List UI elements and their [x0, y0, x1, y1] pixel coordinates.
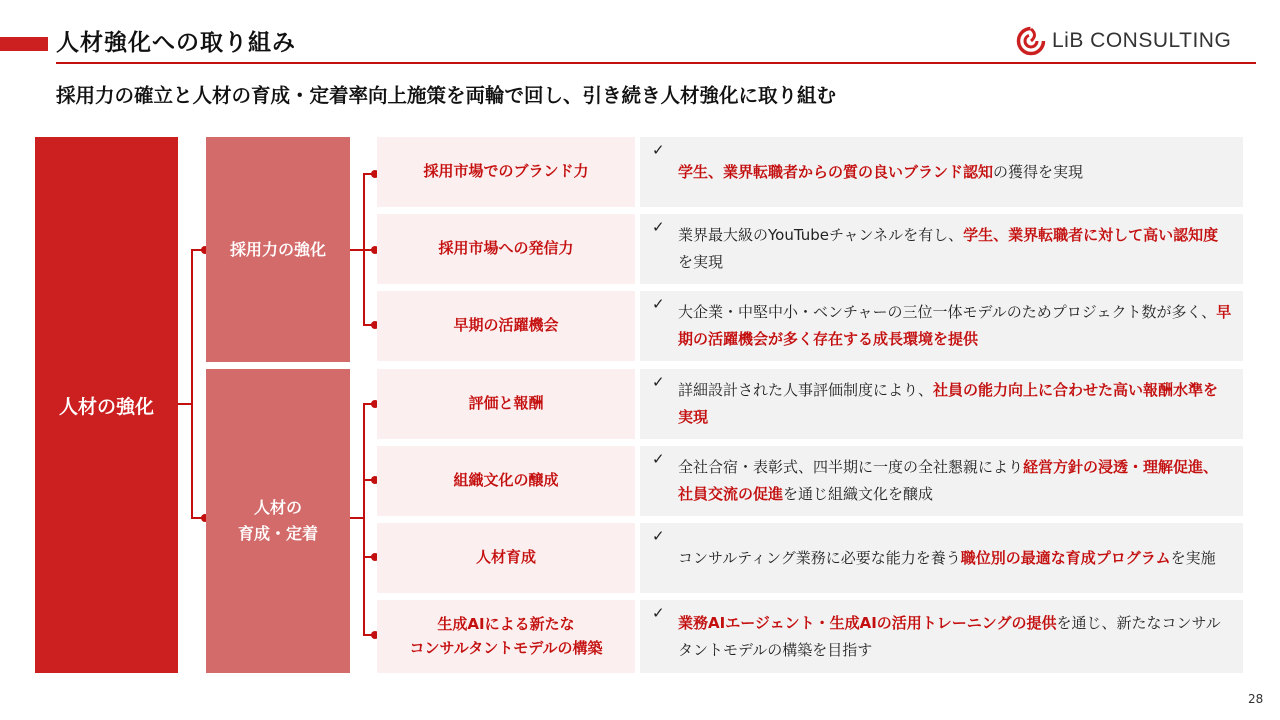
item-label-outreach: 採用市場への発信力 [377, 214, 635, 284]
desc-text: 詳細設計された人事評価制度により、 [678, 381, 934, 399]
category-box-development [206, 369, 350, 673]
desc-text: 全社合宿・表彰式、四半期に一度の全社懇親により [678, 458, 1024, 476]
category-label-line2: 育成・定着 [237, 524, 318, 543]
check-icon: ✓ [652, 141, 665, 159]
item-desc-brand [640, 137, 1243, 207]
category-label: 採用力の強化 [229, 239, 326, 259]
desc-text: を実施 [1170, 548, 1216, 567]
item-label-line2: コンサルタントモデルの構築 [409, 638, 603, 657]
item-label-training: 人材育成 [377, 523, 635, 593]
item-desc-early-opportunity [640, 291, 1243, 361]
category-box-recruitment [206, 137, 350, 362]
check-icon: ✓ [652, 295, 665, 313]
main-category-box: 人材の強化 [35, 137, 178, 673]
item-desc-evaluation [640, 369, 1243, 439]
desc-text: 業界最大級のYouTubeチャンネルを有し、 [678, 226, 964, 244]
desc-text: を通じ、新たなコンサルタントモデルの構築を目指す [678, 613, 1221, 659]
highlight-text: 早期の活躍機会が多く存在する成長環境を提供 [678, 303, 1232, 348]
connector-line [350, 517, 364, 519]
item-label-evaluation: 評価と報酬 [377, 369, 635, 439]
connector-line [191, 249, 193, 519]
connector-line [363, 403, 365, 636]
item-label-early-opportunity: 早期の活躍機会 [377, 291, 635, 361]
category-label-line1: 人材の [253, 498, 302, 518]
logo-text: LiB CONSULTING [1052, 29, 1232, 52]
check-icon: ✓ [652, 604, 665, 622]
check-icon: ✓ [652, 527, 665, 545]
check-icon: ✓ [652, 450, 665, 468]
desc-text: コンサルティング業務に必要な能力を養う [678, 548, 961, 567]
connector-line [350, 249, 364, 251]
desc-text: を実現 [678, 253, 724, 271]
item-label-genai [377, 600, 635, 673]
desc-text: の獲得を実現 [993, 162, 1084, 181]
item-desc-training [640, 523, 1243, 593]
check-icon: ✓ [652, 373, 665, 391]
title-accent-bar [0, 37, 48, 51]
highlight-text: 業務AIエージェント・生成AIの活用トレーニングの提供 [678, 613, 1057, 632]
header-divider [56, 62, 1256, 64]
highlight-text: 職位別の最適な育成プログラム [960, 548, 1171, 567]
item-label-line1: 生成AIによる新たな [437, 615, 575, 634]
item-desc-outreach [640, 214, 1243, 284]
highlight-text: 学生、業界転職者からの質の良いブランド認知 [678, 162, 994, 181]
page-title: 人材強化への取り組み [56, 30, 296, 56]
highlight-text: 学生、業界転職者に対して高い認知度 [963, 226, 1219, 244]
item-label-culture: 組織文化の醸成 [377, 446, 635, 516]
check-icon: ✓ [652, 218, 665, 236]
desc-text: を通じ組織文化を醸成 [783, 485, 934, 503]
subtitle: 採用力の確立と人材の育成・定着率向上施策を両輪で回し、引き続き人材強化に取り組む [56, 84, 837, 107]
highlight-text: 経営方針の浸透・理解促進、社員交流の促進 [678, 458, 1219, 503]
desc-text: 大企業・中堅中小・ベンチャーの三位一体モデルのためプロジェクト数が多く、 [678, 303, 1217, 321]
highlight-text: 社員の能力向上に合わせた高い報酬水準を実現 [678, 381, 1219, 426]
connector-line [178, 403, 192, 405]
company-logo [1016, 26, 1231, 56]
page-number: 28 [1248, 692, 1264, 706]
item-desc-genai [640, 600, 1243, 673]
lib-swirl-logo-icon [1016, 26, 1046, 56]
item-label-brand: 採用市場でのブランド力 [377, 137, 635, 207]
item-desc-culture [640, 446, 1243, 516]
